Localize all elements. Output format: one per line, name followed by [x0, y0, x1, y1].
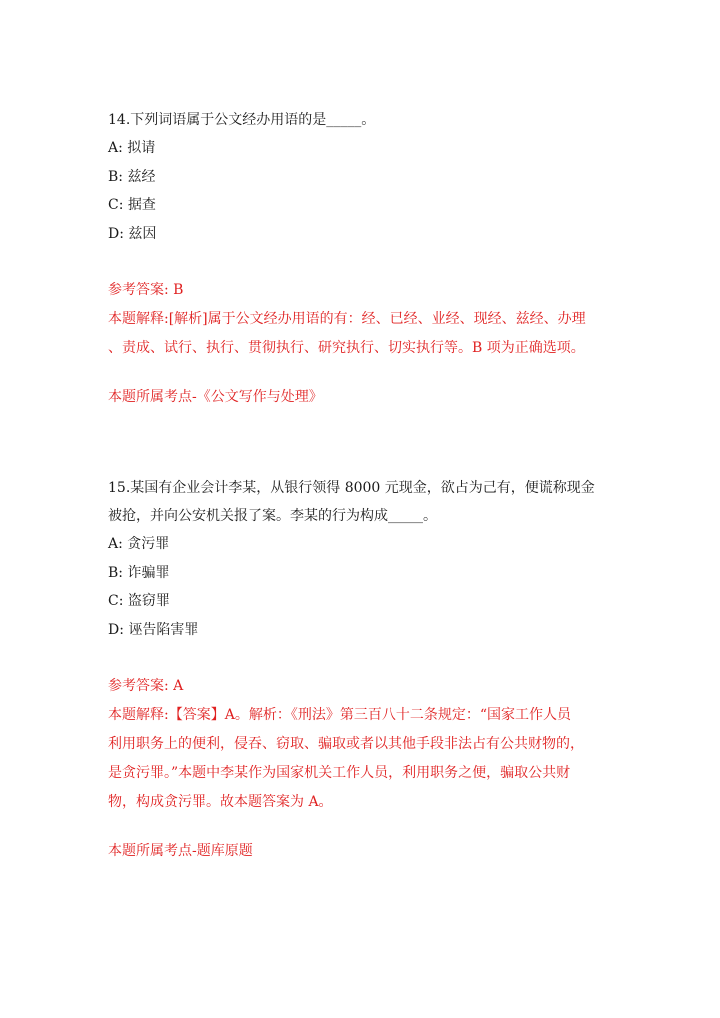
question-stem: 15.某国有企业会计李某，从银行领得 8000 元现金，欲占为己有，便谎称现金 [108, 480, 595, 496]
option-a: A: 贪污罪 [108, 536, 170, 552]
topic-label: 本题所属考点-题库原题 [108, 843, 253, 859]
reference-answer: 参考答案: A [108, 678, 184, 694]
option-d: D: 兹因 [108, 225, 157, 242]
explanation-line: 是贪污罪。”本题中李某作为国家机关工作人员，利用职务之便，骗取公共财 [108, 765, 571, 781]
question-stem: 14.下列词语属于公文经办用语的是_____。 [108, 112, 376, 128]
option-b: B: 诈骗罪 [108, 564, 170, 581]
option-d: D: 诬告陷害罪 [108, 621, 199, 638]
option-c: C: 盗窃罪 [108, 593, 170, 609]
question-14 [108, 106, 613, 412]
option-c: C: 据查 [108, 197, 156, 213]
explanation-line: 利用职务上的便利，侵吞、窃取、骗取或者以其他手段非法占有公共财物的， [108, 736, 584, 752]
reference-answer: 参考答案: B [108, 282, 184, 298]
explanation-line: 本题解释:【答案】A。解析：《刑法》第三百八十二条规定：“国家工作人员 [108, 707, 571, 723]
explanation-line: 物，构成贪污罪。故本题答案为 A。 [108, 794, 333, 810]
question-stem: 被抢，并向公安机关报了案。李某的行为构成_____。 [108, 508, 437, 524]
explanation-line: 本题解释:[解析]属于公文经办用语的有：经、已经、业经、现经、兹经、办理 [108, 311, 586, 327]
question-15 [108, 474, 613, 866]
topic-label: 本题所属考点-《公文写作与处理》 [108, 389, 323, 405]
option-b: B: 兹经 [108, 168, 156, 185]
option-a: A: 拟请 [108, 140, 156, 156]
explanation-line: 、责成、试行、执行、贯彻执行、研究执行、切实执行等。B 项为正确选项。 [108, 340, 585, 356]
